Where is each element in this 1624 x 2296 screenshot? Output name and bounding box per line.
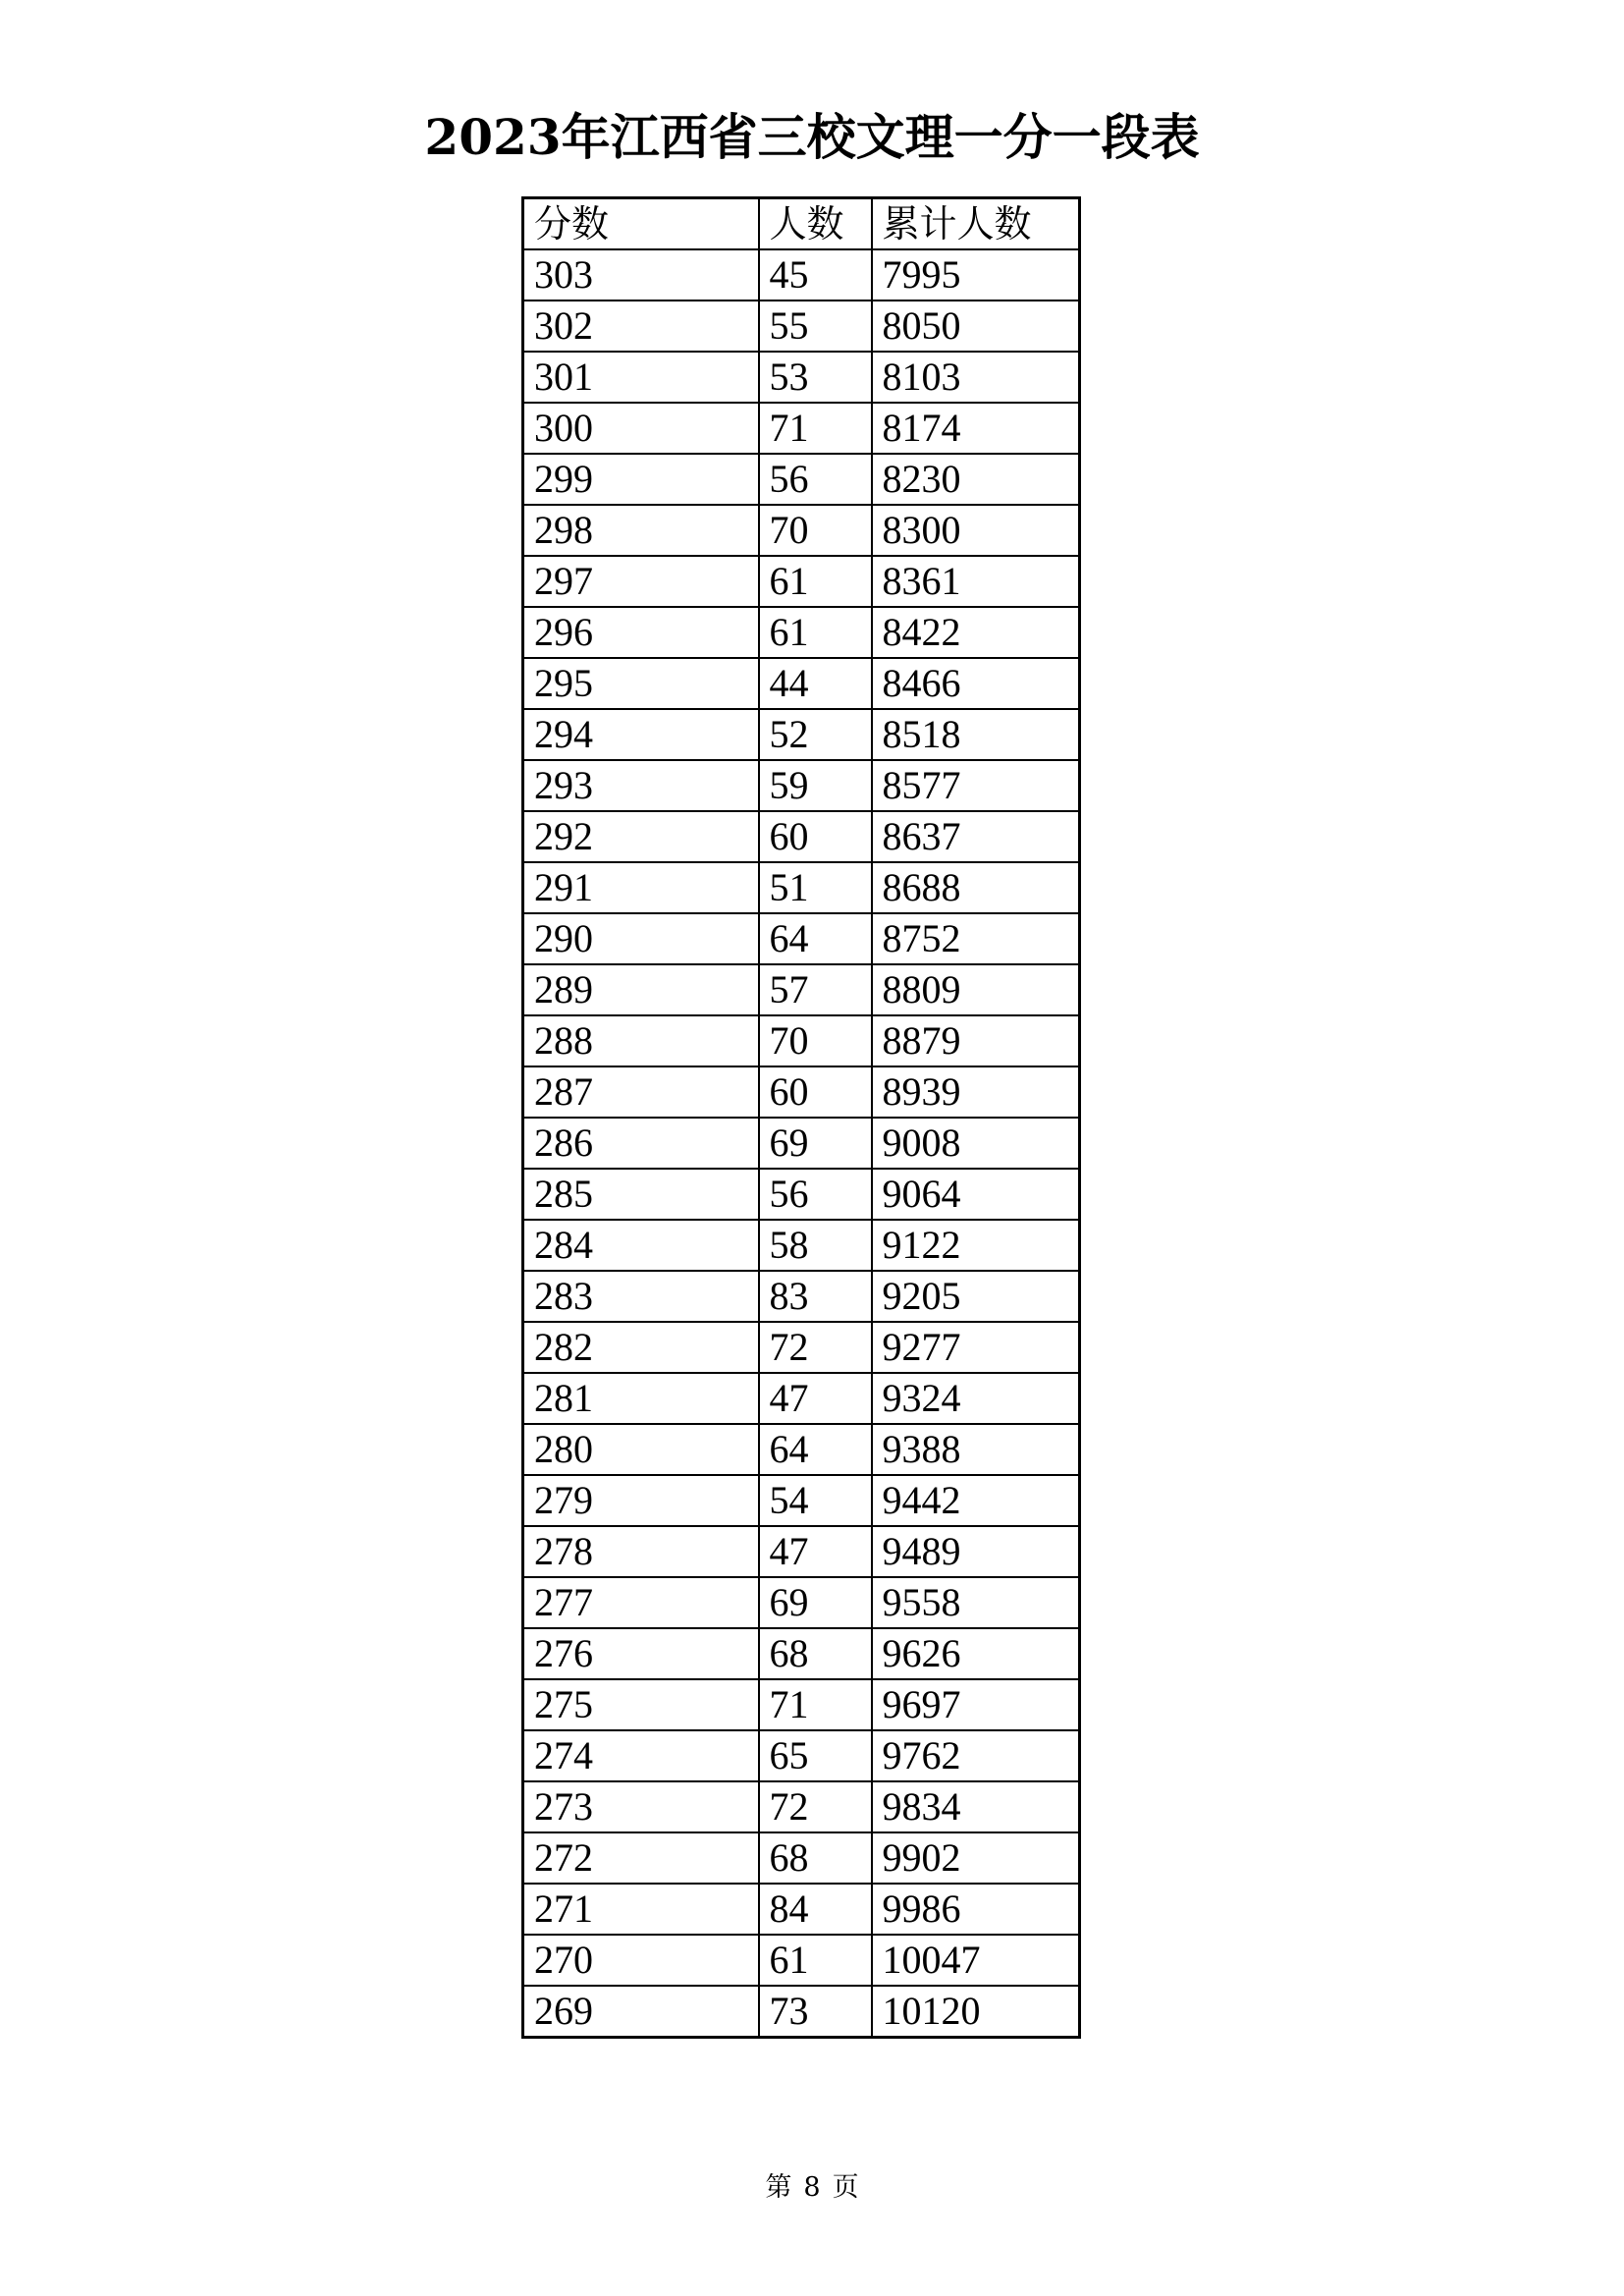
cell-cumulative: 9626	[872, 1628, 1080, 1679]
cell-score: 269	[523, 1986, 759, 2038]
cell-count: 64	[759, 1424, 872, 1475]
cell-count: 69	[759, 1118, 872, 1169]
cell-count: 61	[759, 556, 872, 607]
cell-count: 59	[759, 760, 872, 811]
header-score: 分数	[523, 198, 759, 250]
cell-score: 293	[523, 760, 759, 811]
cell-score: 280	[523, 1424, 759, 1475]
cell-count: 60	[759, 1066, 872, 1118]
cell-score: 303	[523, 249, 759, 301]
cell-score: 275	[523, 1679, 759, 1730]
cell-cumulative: 8300	[872, 505, 1080, 556]
header-count: 人数	[759, 198, 872, 250]
cell-score: 301	[523, 352, 759, 403]
table-row	[523, 1526, 1080, 1577]
table-row	[523, 1986, 1080, 2038]
cell-cumulative: 8637	[872, 811, 1080, 862]
cell-score: 276	[523, 1628, 759, 1679]
cell-count: 68	[759, 1832, 872, 1884]
table-body	[523, 249, 1080, 2038]
cell-count: 57	[759, 964, 872, 1015]
cell-count: 53	[759, 352, 872, 403]
header-cumulative: 累计人数	[872, 198, 1080, 250]
cell-count: 45	[759, 249, 872, 301]
cell-cumulative: 8361	[872, 556, 1080, 607]
cell-score: 292	[523, 811, 759, 862]
cell-count: 72	[759, 1322, 872, 1373]
score-table	[521, 196, 1081, 2039]
cell-count: 47	[759, 1526, 872, 1577]
cell-cumulative: 8466	[872, 658, 1080, 709]
table-row	[523, 1628, 1080, 1679]
table-row	[523, 1169, 1080, 1220]
cell-score: 274	[523, 1730, 759, 1781]
cell-count: 54	[759, 1475, 872, 1526]
cell-count: 44	[759, 658, 872, 709]
cell-score: 289	[523, 964, 759, 1015]
table-row	[523, 1475, 1080, 1526]
cell-score: 295	[523, 658, 759, 709]
cell-cumulative: 8809	[872, 964, 1080, 1015]
cell-count: 68	[759, 1628, 872, 1679]
cell-count: 55	[759, 301, 872, 352]
cell-cumulative: 10120	[872, 1986, 1080, 2038]
cell-cumulative: 8688	[872, 862, 1080, 913]
table-row	[523, 1730, 1080, 1781]
cell-cumulative: 9442	[872, 1475, 1080, 1526]
cell-score: 282	[523, 1322, 759, 1373]
cell-cumulative: 9064	[872, 1169, 1080, 1220]
page-footer	[0, 2168, 1624, 2208]
table-row	[523, 1066, 1080, 1118]
cell-count: 52	[759, 709, 872, 760]
table-row	[523, 403, 1080, 454]
cell-score: 302	[523, 301, 759, 352]
table-row	[523, 556, 1080, 607]
cell-cumulative: 9834	[872, 1781, 1080, 1832]
cell-cumulative: 7995	[872, 249, 1080, 301]
table-row	[523, 1577, 1080, 1628]
page-number: 8	[803, 2172, 821, 2203]
cell-score: 298	[523, 505, 759, 556]
cell-count: 72	[759, 1781, 872, 1832]
table-row	[523, 1424, 1080, 1475]
cell-score: 297	[523, 556, 759, 607]
cell-count: 69	[759, 1577, 872, 1628]
cell-cumulative: 8939	[872, 1066, 1080, 1118]
cell-cumulative: 9122	[872, 1220, 1080, 1271]
cell-cumulative: 8518	[872, 709, 1080, 760]
cell-score: 290	[523, 913, 759, 964]
cell-count: 47	[759, 1373, 872, 1424]
cell-score: 296	[523, 607, 759, 658]
cell-cumulative: 8050	[872, 301, 1080, 352]
cell-score: 271	[523, 1884, 759, 1935]
cell-cumulative: 9008	[872, 1118, 1080, 1169]
cell-cumulative: 8174	[872, 403, 1080, 454]
cell-count: 70	[759, 1015, 872, 1066]
table-row	[523, 709, 1080, 760]
table-row	[523, 249, 1080, 301]
cell-cumulative: 9902	[872, 1832, 1080, 1884]
table-row	[523, 505, 1080, 556]
cell-count: 56	[759, 1169, 872, 1220]
cell-count: 71	[759, 1679, 872, 1730]
cell-cumulative: 8422	[872, 607, 1080, 658]
cell-score: 294	[523, 709, 759, 760]
cell-cumulative: 9205	[872, 1271, 1080, 1322]
cell-cumulative: 10047	[872, 1935, 1080, 1986]
table-row	[523, 964, 1080, 1015]
table-header-row	[523, 198, 1080, 250]
cell-score: 287	[523, 1066, 759, 1118]
cell-cumulative: 8752	[872, 913, 1080, 964]
cell-cumulative: 8577	[872, 760, 1080, 811]
cell-score: 299	[523, 454, 759, 505]
table-row	[523, 1935, 1080, 1986]
cell-count: 58	[759, 1220, 872, 1271]
cell-count: 61	[759, 1935, 872, 1986]
cell-score: 288	[523, 1015, 759, 1066]
cell-score: 284	[523, 1220, 759, 1271]
cell-score: 273	[523, 1781, 759, 1832]
cell-cumulative: 9324	[872, 1373, 1080, 1424]
table-row	[523, 1015, 1080, 1066]
cell-score: 283	[523, 1271, 759, 1322]
cell-count: 70	[759, 505, 872, 556]
cell-cumulative: 9277	[872, 1322, 1080, 1373]
table-row	[523, 301, 1080, 352]
cell-score: 285	[523, 1169, 759, 1220]
cell-count: 71	[759, 403, 872, 454]
cell-cumulative: 9762	[872, 1730, 1080, 1781]
table-row	[523, 1679, 1080, 1730]
cell-count: 61	[759, 607, 872, 658]
table-row	[523, 454, 1080, 505]
table-row	[523, 1118, 1080, 1169]
cell-cumulative: 9697	[872, 1679, 1080, 1730]
table-row	[523, 1271, 1080, 1322]
cell-cumulative: 9489	[872, 1526, 1080, 1577]
table-row	[523, 1373, 1080, 1424]
cell-count: 65	[759, 1730, 872, 1781]
cell-count: 73	[759, 1986, 872, 2038]
cell-cumulative: 8230	[872, 454, 1080, 505]
cell-score: 272	[523, 1832, 759, 1884]
cell-score: 279	[523, 1475, 759, 1526]
cell-score: 300	[523, 403, 759, 454]
cell-cumulative: 9986	[872, 1884, 1080, 1935]
table-row	[523, 1322, 1080, 1373]
table-row	[523, 1781, 1080, 1832]
cell-count: 83	[759, 1271, 872, 1322]
table-row	[523, 607, 1080, 658]
table-row	[523, 1832, 1080, 1884]
cell-cumulative: 9388	[872, 1424, 1080, 1475]
footer-suffix: 页	[832, 2172, 859, 2203]
cell-count: 64	[759, 913, 872, 964]
cell-score: 278	[523, 1526, 759, 1577]
table-row	[523, 760, 1080, 811]
page-title: 2023年江西省三校文理一分一段表	[424, 108, 1200, 166]
cell-score: 281	[523, 1373, 759, 1424]
table-row	[523, 1220, 1080, 1271]
cell-count: 60	[759, 811, 872, 862]
table-row	[523, 1884, 1080, 1935]
cell-score: 277	[523, 1577, 759, 1628]
cell-cumulative: 9558	[872, 1577, 1080, 1628]
table-row	[523, 913, 1080, 964]
cell-score: 270	[523, 1935, 759, 1986]
cell-cumulative: 8103	[872, 352, 1080, 403]
cell-score: 291	[523, 862, 759, 913]
table-row	[523, 658, 1080, 709]
cell-cumulative: 8879	[872, 1015, 1080, 1066]
table-row	[523, 862, 1080, 913]
cell-score: 286	[523, 1118, 759, 1169]
cell-count: 51	[759, 862, 872, 913]
table-row	[523, 352, 1080, 403]
cell-count: 56	[759, 454, 872, 505]
table-row	[523, 811, 1080, 862]
footer-prefix: 第	[765, 2172, 792, 2203]
cell-count: 84	[759, 1884, 872, 1935]
